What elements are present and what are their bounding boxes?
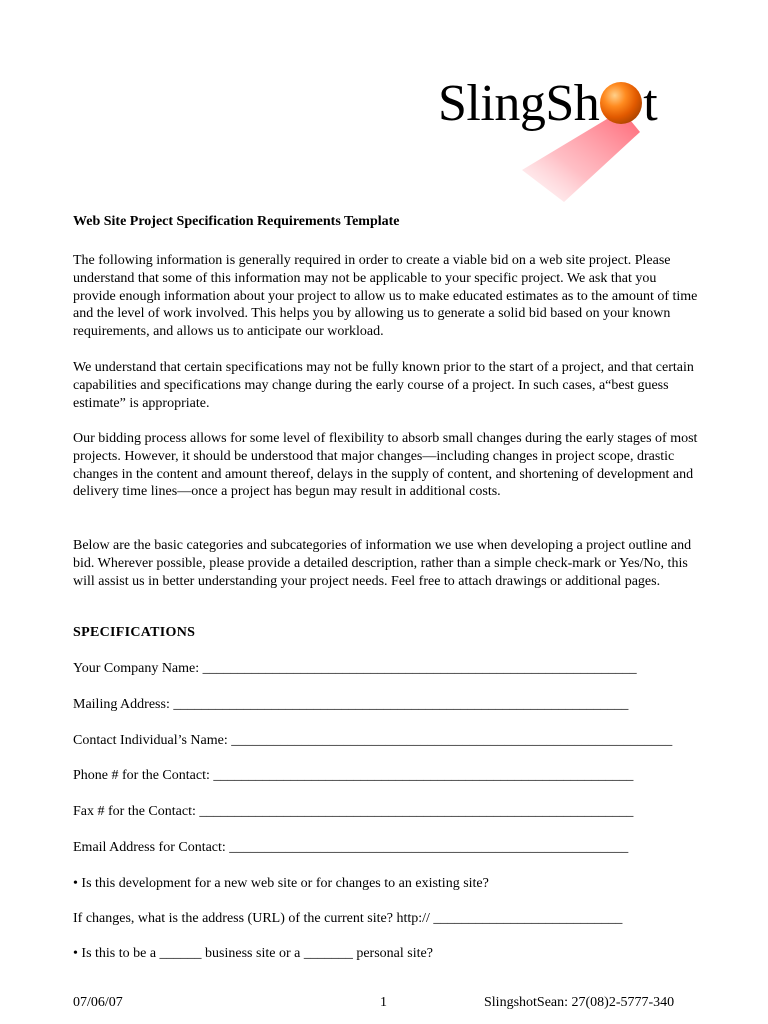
slingshot-logo (432, 70, 696, 206)
paragraph-uncertainty: We understand that certain specifications may not be fully known prior to the start of a project, and that certain capabilities and specifications may change during the early course of a project. In such cases, a“best guess estimate” is appropriate. (73, 360, 694, 411)
logo-wordmark: SlingSh t (438, 75, 658, 132)
company-name-field[interactable]: Your Company Name: ______________________________________________________________ (73, 661, 637, 676)
paragraph-bidding: Our bidding process allows for some level of flexibility to absorb small changes during the early stages of most projects. However, it should be understood that major changes—including changes in project scope, drastic changes in the content and amount thereof, delays in the supply of content, and shortening of development and delivery time lines—once a project has begun may result in additional costs. (73, 431, 698, 500)
question-new-or-existing: • Is this development for a new web site or for changes to an existing site? (73, 876, 489, 891)
contact-email-field[interactable]: Email Address for Contact: _________________________________________________________ (73, 840, 629, 855)
paragraph-categories: Below are the basic categories and subcategories of information we use when developing a project outline and bid. Wherever possible, please provide a detailed description, rather than a simple check-mark or Yes/No, this will assist us in better understanding your project needs. Feel free to attach drawings or additional pages. (73, 538, 692, 589)
site-type-field[interactable]: • Is this to be a ______ business site or a _______ personal site? (73, 946, 433, 961)
contact-name-field[interactable]: Contact Individual’s Name: _______________________________________________________________ (73, 733, 673, 748)
footer-contact: SlingshotSean: 27(08)2-5777-340 (484, 995, 675, 1010)
document-title: Web Site Project Specification Requirements Template (73, 214, 400, 229)
orange-ball-icon (600, 82, 642, 124)
current-site-url-field[interactable]: If changes, what is the address (URL) of the current site? http:// ___________________________ (73, 911, 623, 926)
footer-page-number: 1 (380, 995, 387, 1010)
contact-phone-field[interactable]: Phone # for the Contact: ____________________________________________________________ (73, 768, 634, 783)
mailing-address-field[interactable]: Mailing Address: _________________________________________________________________ (73, 697, 629, 712)
section-title-specifications: SPECIFICATIONS (73, 625, 196, 640)
contact-fax-field[interactable]: Fax # for the Contact: ______________________________________________________________ (73, 804, 634, 819)
paragraph-intro: The following information is generally required in order to create a viable bid on a web site project. Please understand that some of this information may not be applicable to your specific project. We ask that you provide enough information about your project to allow us to make educated estimates as to the amount of time and the level of work involved. This helps you by allowing us to generate a solid bid based on your known requirements, and allows us to anticipate our workload. (73, 253, 698, 340)
footer-date: 07/06/07 (73, 995, 123, 1010)
